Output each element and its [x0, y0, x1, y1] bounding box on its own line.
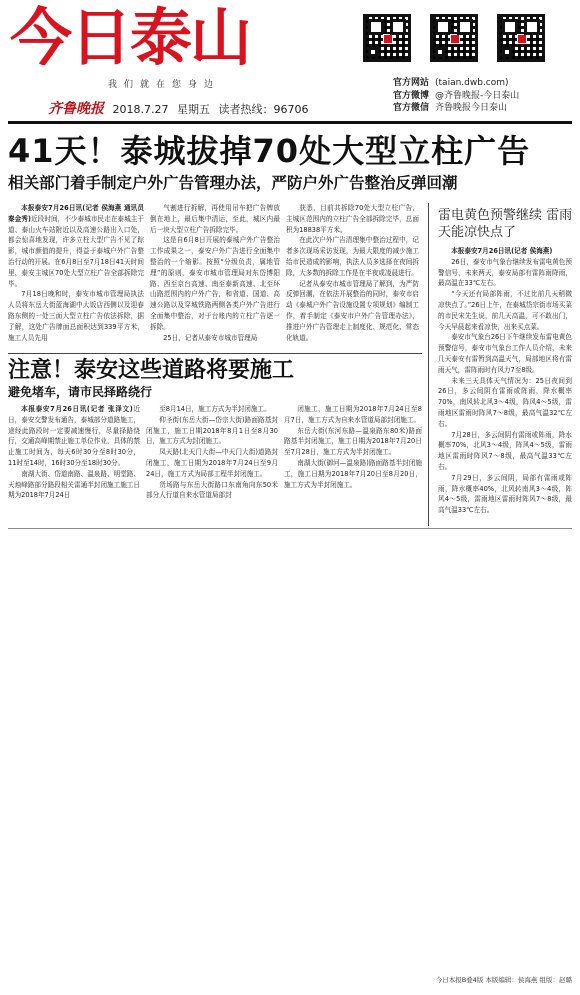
brand-name: 齐鲁晚报: [48, 101, 104, 117]
page-footer: 今日本报B叠4版 本版编辑：侯海燕 组版：赵璐: [435, 976, 572, 984]
lead-column-2: 气割进行拆解，再使用吊车把广告牌放倒在地上，最后集中清运，至此，城区内最后一块大型立柱广告拆除完毕。 这是自6月8日开展的泰城户外广告整治工作成果之一，泰安户外广告进行全面集中整治的一个缩影。按照“分级负责，属地管理”的原则，泰安市城市管理局对东岱博阳路、西至京台高速、南至泰新高速、北至环山路范围内的户外广告，和省道、国道、高速公路以及穿城铁路两侧各类户外广告进行全面集中整治，对于台账内的立柱广告逐一拆除。 25日，记者从泰安市城市管理局: [150, 204, 280, 342]
qr-code-weibo-icon: [430, 14, 478, 62]
issue-date: 2018.7.27: [112, 103, 169, 116]
second-headline: 注意！泰安这些道路将要施工: [8, 358, 295, 383]
sidebar-divider: [428, 203, 429, 526]
paper-logo: 今日泰山: [10, 1, 251, 74]
issue-weekday: 星期五: [176, 103, 210, 116]
second-subhead: 避免堵车，请市民择路绕行: [8, 385, 153, 399]
slogan: 我们就在您身边: [108, 80, 221, 90]
lead-column-1: 本报泰安7月26日讯(记者 侯海燕 通讯员 秦金秀)近段时间，不少泰城市民走在泰城主干道、泰山火车站附近以及高速公路出入口处，都会惊喜地发现，许多立柱大型广告不见了踪影，城市颜值的提升，得益于泰城户外广告整治行动的开展。在6月8日至7月18日41天时间里，泰安主城区70处大型立柱广告全部拆除完毕。 7月18日晚和时，泰安市城市管理局执法人员将东岳大街蓝海湖中大饭店西侧以及迎春路东侧的一处三面大型立柱广告依法拆除，据了解，这处广告牌面总面积达到339平方米，施工人员先用: [8, 204, 144, 342]
sidebar-headline: 雷电黄色预警继续 雷雨天能凉快点了: [438, 208, 573, 240]
channel-wechat: 官方微信 齐鲁晚报今日泰山: [393, 103, 508, 113]
masthead-divider: [8, 121, 572, 124]
sidebar-body: 本报泰安7月26日讯(记者 侯海燕) 26日，泰安市气象台继续发布雷电黄色预警信号，未来两天，泰安局部有雷阵雨降雨，最高温在33℃左右。 “今天还有局部阵雨，不过比前几天稍微凉快点了。”26日上午，在泰城岱宗街市场买菜的市民宋先生说，前几天高温，可不敢出门，今天早晨起来看凉快，出来买点菜。 泰安市气象台26日下午继续发布雷电黄色预警信号，泰安市气象台工作人员介绍，未来几天泰安有雷暂到高温天气，局部地区将有雷雨天气，雷阵雨时有风力7至8级。 未来三天具体天气情况为：25日夜间到26日，多云间阴有雷雨或阵雨，降水概率70%，南风转北风3～4级，阵风4～5级，雷雨地区雷雨时阵风7～8级，最高气温32℃左右。 7月28日，多云间阴有雷雨或阵雨，降水概率70%，北风3～4级，阵风4～5级，雷雨地区雷雨时阵风7～8级，最高气温33℃左右。 7月29日，多云间阴，局部有雷雨或阵雨，降水概率40%，北风转南风3～4级，阵风4～5级，雷雨地区雷雨时阵风7～8级，最高气温33℃左右。: [438, 247, 572, 515]
second-column-3: 闭施工，施工日期为2018年7月24日至8月7日，施工方式为自来水管道局部封闭施工。 东岳大街(东河东路—温泉路东80米)路面路基半封闭施工，施工日期为2018年7月20日至7月28日，施工方式为半封闭施工。 南湖大街(御河—温泉路)路面路基半封闭施工，施工日期为2018年7月20日至8月20日，施工方式为半封闭施工。: [284, 405, 422, 489]
channel-weibo: 官方微博 @齐鲁晚报-今日泰山: [393, 90, 520, 101]
channel-list: [393, 77, 519, 115]
lead-column-3: 获悉，目前共拆除70处大型立柱广告，主城区范围内的立柱广告全部拆除完毕，总面积为18838平方米。 在此次户外广告清理集中整治过程中，记者多次现场采访发现，为最大限度的减少施工给市民造成的影响，执法人员多选择在夜间拆除，大多数的拆除工作是在半夜或凌晨进行。 记者从泰安市城市管理局了解到，为严防反弹回潮，在依法开展整治的同时，泰安市启动《泰城户外广告设施设置专项规划》编制工作，着手制定《泰安市户外广告管理办法》，推进户外广告管理走上制度化、规范化、常态化轨道。: [286, 204, 419, 342]
reader-hotline: 读者热线：96706: [218, 103, 309, 116]
qr-code-wechat-icon: [497, 14, 545, 62]
qr-code-website-icon: [363, 14, 411, 62]
issue-info: [48, 98, 313, 118]
story-divider: [8, 353, 422, 354]
second-column-1: 本报泰安7月26日讯(记者 张泽文)近日，泰安交警发布通告，泰城部分道路施工，途经此路段时一定要减速慢行，尽量择路绕行，交通高峰期禁止施工单位作业，具体的禁止施工时间为，每天6时30分至8时30分，11时至14时，16时30分至18时30分。 南湖大街、岱道南路、温泉路、明堂路、天烛峰路部分路段相关雷通半封闭施工施工日期为2018年7月24日: [8, 405, 140, 500]
masthead: [0, 0, 580, 120]
lead-headline: 41天！泰城拔掉70处大型立柱广告: [8, 132, 531, 170]
lead-subhead: 相关部门着手制定户外广告管理办法，严防户外广告整治反弹回潮: [8, 174, 458, 192]
channel-website: 官方网站 (taian.dwb.com): [393, 78, 509, 88]
second-column-2: 至8月14日，施工方式为半封闭施工。 仰圣街(东岳大街—岱宗大街)路面路基封闭施工，施工日期2018年8月1日至8月30日，施工方式为封闭施工。 凤天路(北天门大街—中天门大街)道路封闭施工，施工日期为2018年7月24日至9月24日，施工方式为局部工程半封闭施工。 货场路与东岳大街路口东南角向东50米部分人行道自来水管道局部封: [146, 405, 278, 500]
content-bottom-rule: [8, 528, 572, 529]
